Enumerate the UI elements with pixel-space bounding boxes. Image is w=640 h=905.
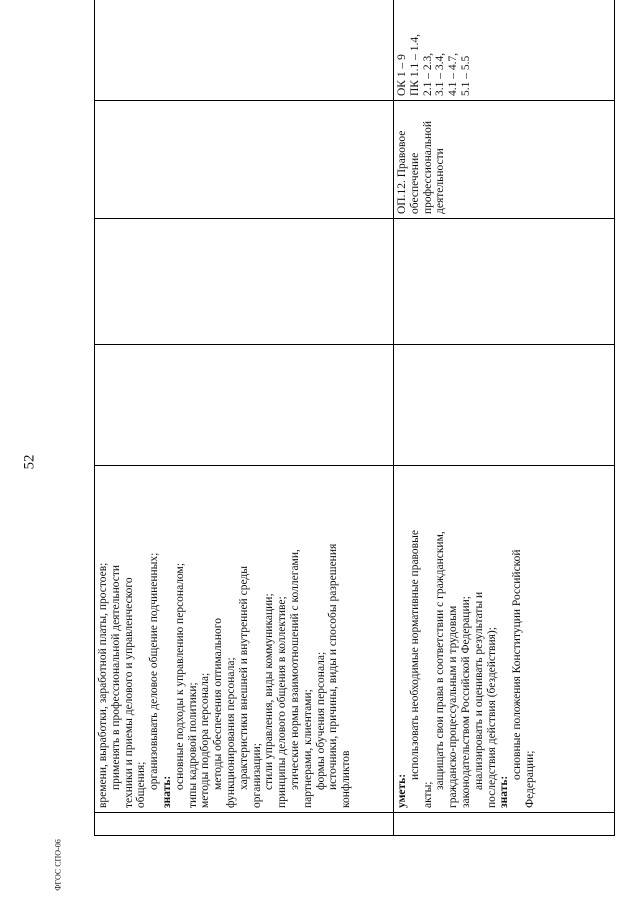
competencies-cell xyxy=(95,466,394,813)
text-line: типы кадровой политики; xyxy=(186,682,199,808)
text-line: источники, причины, виды и способы разрешения xyxy=(327,543,340,790)
text-line: акты; xyxy=(421,781,434,808)
discipline-cell xyxy=(95,101,394,219)
competency-codes xyxy=(396,0,473,96)
curriculum-table xyxy=(94,0,615,836)
text-line: ОП.12. Правовое xyxy=(396,130,408,214)
text-line: техники и приемы делового и управленческого xyxy=(122,577,135,808)
competencies-text xyxy=(97,470,353,808)
text-line: знать: xyxy=(160,775,173,808)
competencies-text xyxy=(396,470,537,808)
text-line: ПК 1.1 – 1.4, xyxy=(408,34,421,96)
hours-aud-cell xyxy=(95,219,394,345)
text-line: обеспечение xyxy=(408,152,421,214)
text-line: использовать необходимые нормативные правовые xyxy=(408,530,421,780)
text-line: 3.1 – 3.4, xyxy=(434,52,447,96)
hours-max-cell xyxy=(95,345,394,466)
text-line: общения; xyxy=(135,761,148,808)
text-line: организации; xyxy=(250,743,263,808)
index-cell xyxy=(394,813,615,836)
text-line: анализировать и оценивать результаты и xyxy=(472,591,485,790)
footer-label: ФГОС СПО-06 xyxy=(53,839,63,891)
text-line: партнерами, клиентами; xyxy=(301,689,314,808)
hours-aud-cell xyxy=(394,219,615,345)
discipline-cell xyxy=(394,101,615,219)
text-line: знать: xyxy=(498,775,511,808)
text-line: Федерации; xyxy=(523,750,536,808)
text-line: профессиональной xyxy=(421,120,434,214)
text-line: деятельности xyxy=(434,148,447,214)
hours-max-cell xyxy=(394,345,615,466)
text-line: характеристики внешней и внутренней среды xyxy=(237,566,250,790)
text-line: основные положения Конституции Российской xyxy=(511,549,524,780)
text-line: функционирования персонала; xyxy=(224,657,237,808)
text-line: последствия действия (бездействия); xyxy=(485,627,498,808)
text-line: методы подбора персонала; xyxy=(199,672,212,808)
text-line: конфликтов xyxy=(340,750,353,808)
text-line: применять в профессиональной деятельности xyxy=(109,564,122,790)
text-line: формы обучения персонала; xyxy=(314,651,327,790)
text-line: основные подходы к управлению персоналом; xyxy=(173,562,186,790)
codes-cell xyxy=(95,0,394,101)
page-number: 52 xyxy=(21,454,38,470)
text-line: 5.1 – 5.5 xyxy=(459,55,472,96)
text-line: организовывать деловое общение подчиненных; xyxy=(148,552,161,790)
codes-cell xyxy=(394,0,615,101)
index-cell xyxy=(95,813,394,836)
text-line: 2.1 – 2.3, xyxy=(421,52,434,96)
text-line: принципы делового общения в коллективе; xyxy=(276,596,289,808)
text-line: законодательством Российской Федерации; xyxy=(459,596,472,808)
text-line: методы обеспечения оптимального xyxy=(212,618,225,790)
table-row xyxy=(394,0,615,836)
rotated-table-container xyxy=(94,24,608,836)
text-line: 4.1 – 4.7, xyxy=(447,52,460,96)
discipline-name xyxy=(396,105,447,214)
text-line: стили управления, виды коммуникации; xyxy=(263,593,276,790)
text-line: уметь: xyxy=(396,773,408,808)
text-line: этические нормы взаимоотношений с коллегами, xyxy=(288,549,301,790)
competencies-cell xyxy=(394,466,615,813)
text-line: защищать свои права в соответствии с гражданским, xyxy=(434,531,447,790)
text-line: времени, выработки, заработной платы, простоев; xyxy=(97,562,109,808)
text-line: гражданско-процессуальным и трудовым xyxy=(447,605,460,808)
text-line: ОК 1 – 9 xyxy=(396,54,408,96)
table-row xyxy=(95,0,394,836)
